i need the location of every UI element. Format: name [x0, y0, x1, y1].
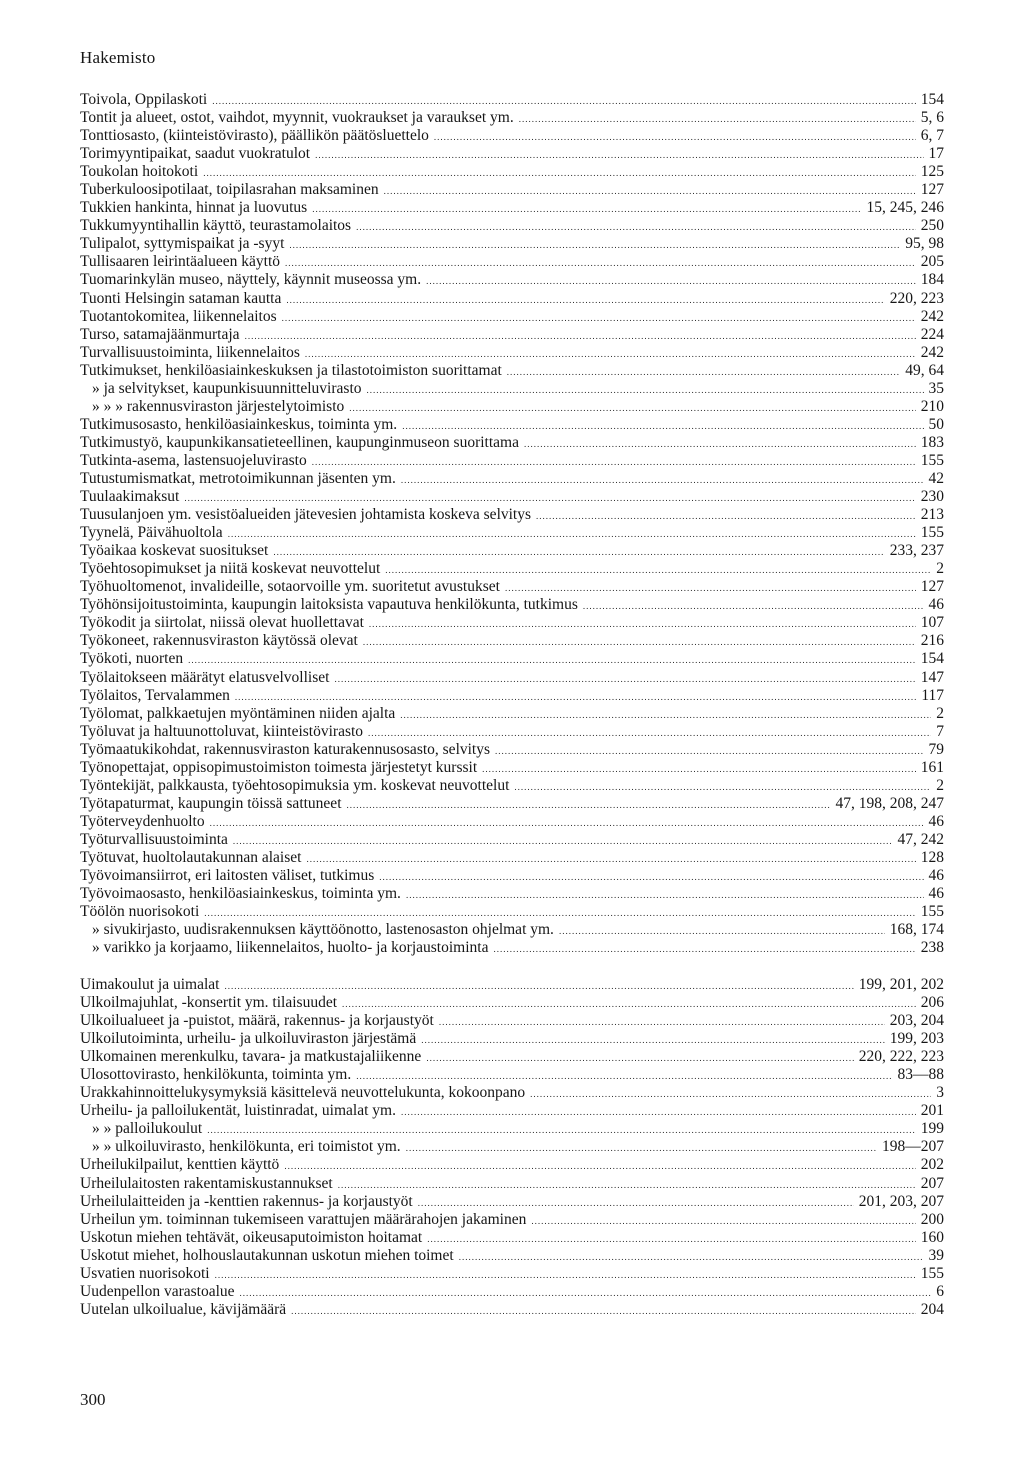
index-entry: [80, 1211, 944, 1229]
index-entry: [80, 109, 944, 127]
dot-leader: [207, 1121, 916, 1139]
entry-label: Työlaitokseen määrätyt elatusvelvolliset: [80, 668, 330, 686]
entry-label: Toukolan hoitokoti: [80, 163, 199, 181]
dot-leader: [402, 417, 923, 435]
entry-pages: 207: [920, 1174, 944, 1192]
entry-pages: 168, 174: [889, 921, 944, 939]
dot-leader: [210, 814, 924, 832]
index-entry: [80, 416, 944, 434]
entry-pages: 201, 203, 207: [858, 1192, 944, 1210]
dot-leader: [291, 1302, 916, 1320]
entry-pages: 2: [936, 560, 944, 578]
dot-leader: [531, 1212, 915, 1230]
index-entry: [80, 524, 944, 542]
dot-leader: [514, 778, 931, 796]
entry-pages: 17: [928, 145, 944, 163]
entry-label: Työhönsijoitustoiminta, kaupungin laitoksista vapautuva henkilökunta, tutkimus: [80, 596, 578, 614]
index-entry: [80, 290, 944, 308]
entry-label: Työluvat ja haltuunottoluvat, kiinteistövirasto: [80, 722, 364, 740]
entry-label: Urheilun ym. toiminnan tukemiseen varattujen määrärahojen jakaminen: [80, 1210, 527, 1228]
entry-label: Ulosottovirasto, henkilökunta, toiminta ym.: [80, 1066, 352, 1084]
index-entry: [80, 723, 944, 741]
dot-leader: [235, 688, 916, 706]
index-entry: [80, 434, 944, 452]
entry-pages: 213: [920, 506, 944, 524]
entry-pages: 220, 222, 223: [858, 1048, 944, 1066]
entry-label: Uudenpellon varastoalue: [80, 1282, 235, 1300]
entry-label: Turvallisuustoiminta, liikennelaitos: [80, 343, 300, 361]
entry-label: Tukkien hankinta, hinnat ja luovutus: [80, 199, 308, 217]
entry-label: » sivukirjasto, uudisrakennuksen käyttöönotto, lastenosaston ohjelmat ym.: [92, 921, 554, 939]
dot-leader: [519, 110, 916, 128]
entry-label: Työterveydenhuolto: [80, 812, 205, 830]
dot-leader: [188, 651, 916, 669]
index-entry: [80, 1084, 944, 1102]
index-entry: [80, 831, 944, 849]
index-entry: [80, 1175, 944, 1193]
entry-label: Työturvallisuustoiminta: [80, 830, 228, 848]
entry-label: Urheilulaitteiden ja -kenttien rakennus- ja korjaustyöt: [80, 1192, 413, 1210]
entry-label: Työtapaturmat, kaupungin töissä sattuneet: [80, 794, 342, 812]
dot-leader: [312, 453, 916, 471]
entry-pages: 128: [920, 848, 944, 866]
index-entry: [80, 452, 944, 470]
entry-label: Tutkinta-asema, lastensuojeluvirasto: [80, 451, 307, 469]
index-entry: [80, 145, 944, 163]
dot-leader: [482, 760, 916, 778]
index-entry: [80, 398, 944, 416]
entry-pages: 39: [928, 1246, 944, 1264]
dot-leader: [224, 977, 853, 995]
index-entry: [80, 741, 944, 759]
entry-pages: 155: [920, 1264, 944, 1282]
entry-pages: 238: [920, 939, 944, 957]
dot-leader: [426, 272, 916, 290]
index-entry: [80, 669, 944, 687]
dot-leader: [421, 1031, 885, 1049]
entry-label: Tuomarinkylän museo, näyttely, käynnit museossa ym.: [80, 271, 422, 289]
entry-pages: 224: [920, 325, 944, 343]
entry-label: Uskotut miehet, holhouslautakunnan uskotun miehen toimet: [80, 1246, 454, 1264]
dot-leader: [559, 922, 885, 940]
entry-pages: 42: [928, 469, 944, 487]
entry-label: Työaikaa koskevat suositukset: [80, 542, 269, 560]
dot-leader: [530, 1085, 931, 1103]
dot-leader: [495, 742, 923, 760]
index-entry: [80, 1012, 944, 1030]
index-entry: [80, 759, 944, 777]
dot-leader: [401, 471, 924, 489]
entry-label: Ulkomainen merenkulku, tavara- ja matkustajaliikenne: [80, 1048, 422, 1066]
index-entry: [80, 199, 944, 217]
entry-label: Työhuoltomenot, invalideille, sotaorvoille ym. suoritetut avustukset: [80, 578, 500, 596]
page-number: 300: [80, 1390, 106, 1409]
dot-leader: [406, 1139, 877, 1157]
dot-leader: [273, 543, 884, 561]
entry-label: Työtuvat, huoltolautakunnan alaiset: [80, 848, 302, 866]
entry-pages: 202: [920, 1156, 944, 1174]
entry-pages: 199, 201, 202: [858, 976, 944, 993]
entry-label: » » ulkoiluvirasto, henkilökunta, eri toimistot ym.: [92, 1138, 401, 1156]
index-entry: [80, 795, 944, 813]
entry-pages: 3: [936, 1084, 944, 1102]
entry-pages: 2: [936, 776, 944, 794]
index-entry: [80, 380, 944, 398]
dot-leader: [184, 489, 915, 507]
entry-pages: 220, 223: [889, 289, 944, 307]
entry-pages: 46: [928, 596, 944, 614]
index-entry: [80, 939, 944, 957]
entry-pages: 46: [928, 867, 944, 885]
dot-leader: [536, 507, 916, 525]
dot-leader: [459, 1248, 924, 1266]
dot-leader: [439, 1013, 885, 1031]
index-entry: [80, 1030, 944, 1048]
dot-leader: [245, 327, 916, 345]
entry-label: Tulipalot, syttymispaikat ja -syyt: [80, 235, 285, 253]
index-entry: [80, 867, 944, 885]
dot-leader: [493, 940, 915, 958]
dot-leader: [368, 724, 931, 742]
entry-pages: 47, 198, 208, 247: [835, 794, 944, 812]
entry-pages: 216: [920, 632, 944, 650]
entry-pages: 154: [920, 91, 944, 108]
entry-pages: 49, 64: [905, 361, 944, 379]
entry-pages: 46: [928, 812, 944, 830]
dot-leader: [285, 254, 916, 272]
entry-pages: 155: [920, 451, 944, 469]
entry-pages: 46: [928, 885, 944, 903]
index-entry: [80, 1247, 944, 1265]
entry-pages: 117: [921, 686, 944, 704]
entry-label: Tukkumyyntihallin käyttö, teurastamolaitos: [80, 217, 352, 235]
entry-pages: 160: [920, 1228, 944, 1246]
entry-pages: 83—88: [897, 1066, 944, 1084]
entry-pages: 47, 242: [897, 830, 944, 848]
dot-leader: [427, 1230, 916, 1248]
index-entry: [80, 903, 944, 921]
index-entry: [80, 488, 944, 506]
index-entry: [80, 542, 944, 560]
entry-pages: 201: [920, 1102, 944, 1120]
entry-label: Uimakoulut ja uimalat: [80, 976, 220, 993]
index-section-u: [80, 976, 944, 1319]
entry-pages: 205: [920, 253, 944, 271]
entry-pages: 147: [920, 668, 944, 686]
entry-label: Ulkoilutoiminta, urheilu- ja ulkoiluviraston järjestämä: [80, 1030, 417, 1048]
entry-label: Työvoimansiirrot, eri laitosten väliset, tutkimus: [80, 867, 375, 885]
entry-label: Torimyyntipaikat, saadut vuokratulot: [80, 145, 311, 163]
index-entry: [80, 632, 944, 650]
index-entry: [80, 1156, 944, 1174]
entry-label: Tonttiosasto, (kiinteistövirasto), päällikön päätösluettelo: [80, 127, 429, 145]
entry-label: » » » rakennusviraston järjestelytoimisto: [92, 397, 345, 415]
index-entry: [80, 91, 944, 109]
entry-label: Ulkoilualueet ja -puistot, määrä, rakennus- ja korjaustyöt: [80, 1012, 434, 1030]
entry-pages: 210: [920, 397, 944, 415]
index-entry: [80, 976, 944, 994]
index-entry: [80, 127, 944, 145]
dot-leader: [363, 633, 916, 651]
entry-label: Usvatien nuorisokoti: [80, 1264, 210, 1282]
index-entry: [80, 614, 944, 632]
entry-pages: 15, 245, 246: [866, 199, 944, 217]
index-entry: [80, 344, 944, 362]
entry-label: Työlaitos, Tervalammen: [80, 686, 230, 704]
entry-label: Tontit ja alueet, ostot, vaihdot, myynnit, vuokraukset ja varaukset ym.: [80, 109, 514, 127]
entry-pages: 155: [920, 903, 944, 921]
dot-leader: [426, 1049, 853, 1067]
entry-label: Tyynelä, Päivähuoltola: [80, 524, 223, 542]
entry-pages: 183: [920, 433, 944, 451]
entry-pages: 242: [920, 307, 944, 325]
entry-pages: 200: [920, 1210, 944, 1228]
entry-label: Tullisaaren leirintäalueen käyttö: [80, 253, 281, 271]
entry-label: Uskotun miehen tehtävät, oikeusaputoimiston hoitamat: [80, 1228, 423, 1246]
entry-label: Töölön nuorisokoti: [80, 903, 200, 921]
entry-pages: 161: [920, 758, 944, 776]
dot-leader: [286, 291, 884, 309]
dot-leader: [233, 832, 893, 850]
entry-pages: 198—207: [882, 1138, 944, 1156]
index-entry: [80, 1283, 944, 1301]
entry-pages: 95, 98: [905, 235, 944, 253]
index-entry: [80, 813, 944, 831]
entry-pages: 5, 6: [920, 109, 944, 127]
index-entry: [80, 777, 944, 795]
entry-pages: 35: [928, 379, 944, 397]
entry-label: Tuusulanjoen ym. vesistöalueiden jätevesien johtamista koskeva selvitys: [80, 506, 532, 524]
entry-label: Ulkoilmajuhlat, -konsertit ym. tilaisuudet: [80, 994, 338, 1012]
dot-leader: [347, 796, 831, 814]
dot-leader: [215, 1266, 916, 1284]
dot-leader: [583, 597, 924, 615]
dot-leader: [284, 1157, 915, 1175]
dot-leader: [306, 850, 915, 868]
dot-leader: [524, 435, 916, 453]
index-entry: [80, 1229, 944, 1247]
entry-label: Tuonti Helsingin sataman kautta: [80, 289, 282, 307]
entry-label: Työmaatukikohdat, rakennusviraston katurakennusosasto, selvitys: [80, 740, 491, 758]
entry-label: Työlomat, palkkaetujen myöntäminen niiden ajalta: [80, 704, 396, 722]
entry-label: Toivola, Oppilaskoti: [80, 91, 208, 108]
index-entry: [80, 362, 944, 380]
index-entry: [80, 1102, 944, 1120]
index-entry: [80, 1120, 944, 1138]
running-header: Hakemisto: [80, 48, 156, 67]
entry-pages: 107: [920, 614, 944, 632]
dot-leader: [384, 182, 916, 200]
index-entry: [80, 271, 944, 289]
index-entry: [80, 181, 944, 199]
entry-label: Tutustumismatkat, metrotoimikunnan jäsenten ym.: [80, 469, 396, 487]
index-entry: [80, 235, 944, 253]
entry-label: Työkodit ja siirtolat, niissä olevat huollettavat: [80, 614, 364, 632]
entry-pages: 233, 237: [889, 542, 944, 560]
index-entry: [80, 596, 944, 614]
index-section-t: [80, 91, 944, 957]
entry-pages: 184: [920, 271, 944, 289]
index-entry: [80, 849, 944, 867]
dot-leader: [228, 525, 916, 543]
dot-leader: [418, 1194, 854, 1212]
entry-pages: 127: [920, 181, 944, 199]
entry-pages: 125: [920, 163, 944, 181]
index-entry: [80, 687, 944, 705]
entry-label: » ja selvitykset, kaupunkisuunnitteluvirasto: [92, 379, 362, 397]
entry-pages: 230: [920, 488, 944, 506]
entry-label: Työkoti, nuorten: [80, 650, 184, 668]
index-entry: [80, 506, 944, 524]
entry-label: Työkoneet, rakennusviraston käytössä olevat: [80, 632, 358, 650]
dot-leader: [434, 128, 916, 146]
dot-leader: [204, 904, 915, 922]
dot-leader: [367, 381, 924, 399]
dot-leader: [312, 200, 861, 218]
dot-leader: [406, 886, 924, 904]
entry-label: Uutelan ulkoilualue, kävijämäärä: [80, 1300, 287, 1318]
entry-pages: 242: [920, 343, 944, 361]
index-entry: [80, 326, 944, 344]
dot-leader: [385, 561, 931, 579]
entry-pages: 50: [928, 415, 944, 433]
dot-leader: [334, 670, 915, 688]
entry-label: Työntekijät, palkkausta, työehtosopimuksia ym. koskevat neuvottelut: [80, 776, 510, 794]
entry-label: Turso, satamajäänmurtaja: [80, 325, 240, 343]
entry-label: Tuulaakimaksut: [80, 488, 180, 506]
entry-label: Urheilulaitosten rakentamiskustannukset: [80, 1174, 333, 1192]
index-entry: [80, 1301, 944, 1319]
entry-label: Urakkahinnoittelukysymyksiä käsittelevä neuvottelukunta, kokoonpano: [80, 1084, 526, 1102]
dot-leader: [507, 363, 900, 381]
entry-label: » varikko ja korjaamo, liikennelaitos, huolto- ja korjaustoiminta: [92, 939, 489, 957]
dot-leader: [356, 218, 916, 236]
entry-label: Urheilukilpailut, kenttien käyttö: [80, 1156, 280, 1174]
entry-pages: 155: [920, 524, 944, 542]
dot-leader: [505, 579, 916, 597]
dot-leader: [212, 92, 916, 110]
dot-leader: [338, 1176, 916, 1194]
index-entry: [80, 885, 944, 903]
entry-label: Työvoimaosasto, henkilöasiainkeskus, toiminta ym.: [80, 885, 401, 903]
entry-pages: 7: [936, 722, 944, 740]
entry-pages: 2: [936, 704, 944, 722]
index-entry: [80, 1193, 944, 1211]
entry-label: Työehtosopimukset ja niitä koskevat neuvottelut: [80, 560, 381, 578]
index-entry: [80, 578, 944, 596]
dot-leader: [401, 1103, 916, 1121]
entry-label: Urheilu- ja palloilukentät, luistinradat, uimalat ym.: [80, 1102, 396, 1120]
dot-leader: [379, 868, 923, 886]
dot-leader: [305, 345, 916, 363]
dot-leader: [315, 146, 923, 164]
index-entry: [80, 163, 944, 181]
dot-leader: [289, 236, 900, 254]
index-entry: [80, 705, 944, 723]
entry-pages: 203, 204: [889, 1012, 944, 1030]
dot-leader: [203, 164, 916, 182]
entry-pages: 127: [920, 578, 944, 596]
entry-pages: 199: [920, 1120, 944, 1138]
index-entry: [80, 921, 944, 939]
entry-label: Tutkimustyö, kaupunkikansatieteellinen, kaupunginmuseon suorittama: [80, 433, 519, 451]
index-entry: [80, 560, 944, 578]
index-entry: [80, 308, 944, 326]
entry-label: Tutkimusosasto, henkilöasiainkeskus, toiminta ym.: [80, 415, 398, 433]
dot-leader: [342, 995, 916, 1013]
index-entry: [80, 650, 944, 668]
entry-pages: 79: [928, 740, 944, 758]
entry-pages: 250: [920, 217, 944, 235]
dot-leader: [282, 309, 916, 327]
index-entry: [80, 253, 944, 271]
dot-leader: [240, 1284, 932, 1302]
dot-leader: [400, 706, 931, 724]
index-entry: [80, 1048, 944, 1066]
index-entry: [80, 1265, 944, 1283]
entry-label: Tuberkuloosipotilaat, toipilasrahan maksaminen: [80, 181, 379, 199]
entry-label: » » palloilukoulut: [92, 1120, 203, 1138]
index-entry: [80, 1138, 944, 1156]
entry-label: Tuotantokomitea, liikennelaitos: [80, 307, 277, 325]
entry-pages: 6, 7: [920, 127, 944, 145]
dot-leader: [349, 399, 915, 417]
entry-label: Työnopettajat, oppisopimustoimiston toimesta järjestetyt kurssit: [80, 758, 478, 776]
dot-leader: [369, 615, 916, 633]
index-entry: [80, 217, 944, 235]
index-entry: [80, 1066, 944, 1084]
dot-leader: [356, 1067, 892, 1085]
entry-pages: 199, 203: [889, 1030, 944, 1048]
index-entry: [80, 994, 944, 1012]
entry-pages: 206: [920, 994, 944, 1012]
entry-pages: 154: [920, 650, 944, 668]
entry-pages: 6: [936, 1282, 944, 1300]
index-entry: [80, 470, 944, 488]
entry-pages: 204: [920, 1300, 944, 1318]
entry-label: Tutkimukset, henkilöasiainkeskuksen ja tilastotoimiston suorittamat: [80, 361, 502, 379]
